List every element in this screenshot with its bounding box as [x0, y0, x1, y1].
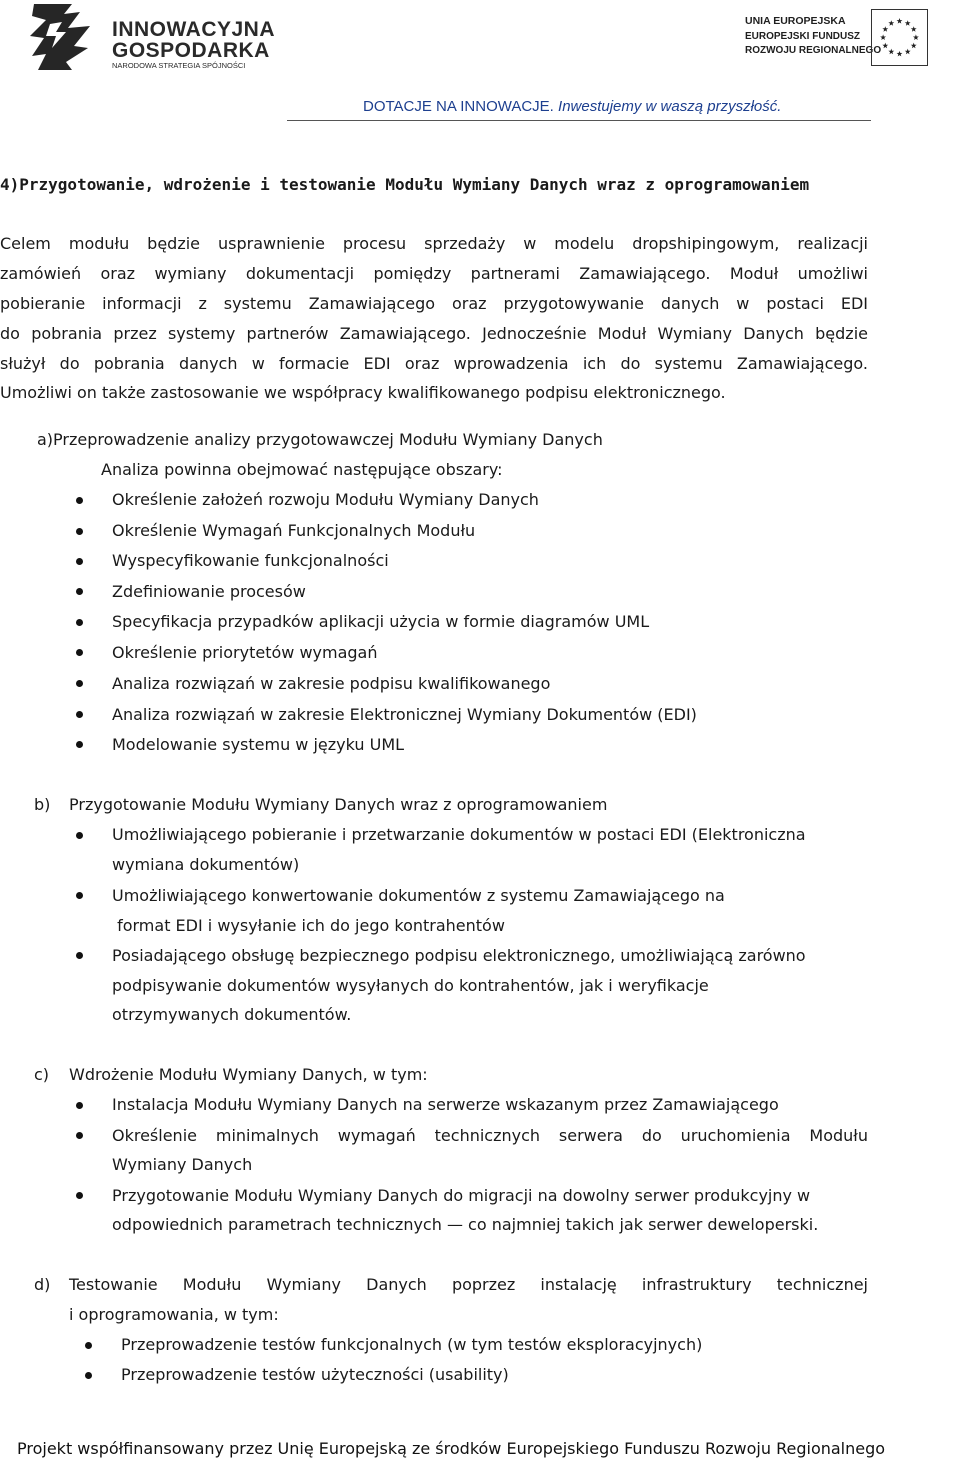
section-d-marker: d): [34, 1275, 51, 1294]
section-a-item: Analiza rozwiązań w zakresie podpisu kwalifikowanego: [112, 674, 551, 693]
bullet-icon: [76, 588, 83, 595]
section-a-item: Specyfikacja przypadków aplikacji użycia w formie diagramów UML: [112, 612, 650, 631]
section-c-item-line: Instalacja Modułu Wymiany Danych na serwerze wskazanym przez Zamawiającego: [112, 1095, 779, 1114]
section-b-title: Przygotowanie Modułu Wymiany Danych wraz z oprogramowaniem: [69, 795, 608, 814]
section-a-subtitle: Analiza powinna obejmować następujące obszary:: [101, 460, 503, 479]
logo-left-line3: NARODOWA STRATEGIA SPÓJNOŚCI: [112, 61, 246, 70]
section-b-item-line: Umożliwiającego konwertowanie dokumentów z systemu Zamawiającego na: [112, 886, 725, 905]
bullet-icon: [76, 680, 83, 687]
bullet-icon: [76, 1102, 83, 1109]
section-b-item-line: otrzymywanych dokumentów.: [112, 1005, 352, 1024]
eu-star-icon: [882, 26, 888, 32]
bullet-icon: [76, 528, 83, 535]
eu-star-icon: [905, 20, 911, 26]
eu-flag-icon: [871, 9, 928, 66]
section-a-item: Analiza rozwiązań w zakresie Elektronicznej Wymiany Dokumentów (EDI): [112, 705, 697, 724]
bullet-icon: [76, 711, 83, 718]
bullet-icon: [76, 558, 83, 565]
section-a-item: Modelowanie systemu w języku UML: [112, 735, 405, 754]
section-a-item: Wyspecyfikowanie funkcjonalności: [112, 551, 389, 570]
intro-line-6: Umożliwi on także zastosowanie we współpracy kwalifikowanego podpisu elektronicznego.: [0, 383, 726, 402]
bullet-icon: [76, 892, 83, 899]
section-a-item: Określenie założeń rozwoju Modułu Wymiany Danych: [112, 490, 539, 509]
intro-line-4: do pobrania przez systemy partnerów Zamawiającego. Jednocześnie Moduł Wymiany Danych będzie: [0, 324, 868, 343]
eu-logo-line1: UNIA EUROPEJSKA: [745, 15, 846, 27]
eu-logo-line2: EUROPEJSKI FUNDUSZ: [745, 31, 861, 42]
section-c-title: Wdrożenie Modułu Wymiany Danych, w tym:: [69, 1065, 428, 1084]
bullet-icon: [76, 1132, 83, 1139]
section-a-title: a)Przeprowadzenie analizy przygotowawczej Modułu Wymiany Danych: [37, 430, 603, 449]
section-c-item-line: Wymiany Danych: [112, 1155, 253, 1174]
header-tagline-italic: Inwestujemy w waszą przyszłość.: [553, 98, 782, 115]
section-b-item-line: podpisywanie dokumentów wysyłanych do kontrahentów, jak i weryfikacje: [112, 976, 709, 995]
bullet-icon: [76, 952, 83, 959]
bullet-icon: [76, 832, 83, 839]
section-d-title-line1: Testowanie Modułu Wymiany Danych poprzez instalację infrastruktury technicznej: [69, 1275, 868, 1294]
bullet-icon: [85, 1372, 92, 1379]
section-c-item-line: Przygotowanie Modułu Wymiany Danych do migracji na dowolny serwer produkcyjny w: [112, 1186, 811, 1205]
eu-star-icon: [905, 49, 911, 55]
section-a-item: Określenie Wymagań Funkcjonalnych Modułu: [112, 521, 476, 540]
section-b-item-line: wymiana dokumentów): [112, 855, 300, 874]
eu-star-icon: [897, 51, 903, 57]
innowacyjna-gospodarka-logo: [28, 2, 276, 72]
eu-logo: [745, 12, 930, 70]
eu-star-icon: [913, 34, 919, 40]
bullet-icon: [76, 741, 83, 748]
section-d-item: Przeprowadzenie testów użyteczności (usability): [121, 1365, 509, 1384]
section-c-item-line: Określenie minimalnych wymagań technicznych serwera do uruchomienia Modułu: [112, 1126, 868, 1145]
header-tagline-plain: DOTACJE NA INNOWACJE.: [363, 98, 554, 115]
bullet-icon: [85, 1342, 92, 1349]
eu-logo-line3: ROZWOJU REGIONALNEGO: [745, 45, 882, 56]
intro-line-5: służył do pobrania danych w formacie EDI oraz wprowadzenia ich do systemu Zamawiającego.: [0, 354, 868, 373]
logo-mark-icon: [28, 2, 94, 72]
eu-star-icon: [911, 43, 917, 49]
header-divider: [287, 120, 871, 121]
bullet-icon: [76, 1192, 83, 1199]
section-b-item-line: Posiadającego obsługę bezpiecznego podpisu elektronicznego, umożliwiającą zarówno: [112, 946, 806, 965]
section-heading: 4)Przygotowanie, wdrożenie i testowanie Modułu Wymiany Danych wraz z oprogramowaniem: [0, 175, 810, 194]
eu-star-icon: [911, 26, 917, 32]
eu-star-icon: [888, 20, 894, 26]
intro-line-2: zamówień oraz wymiany dokumentacji pomiędzy partnerami Zamawiającego. Moduł umożliwi: [0, 264, 868, 283]
logo-left-line2: GOSPODARKA: [112, 39, 270, 62]
section-d-item: Przeprowadzenie testów funkcjonalnych (w tym testów eksploracyjnych): [121, 1335, 703, 1354]
eu-star-icon: [882, 43, 888, 49]
section-c-item-line: odpowiednich parametrach technicznych — co najmniej takich jak serwer deweloperski.: [112, 1215, 819, 1234]
intro-line-3: pobieranie informacji z systemu Zamawiającego oraz przygotowywanie danych w postaci EDI: [0, 294, 868, 313]
page-footer: Projekt współfinansowany przez Unię Europejską ze środków Europejskiego Funduszu Rozwoju Regionalnego: [17, 1439, 886, 1458]
section-a-item: Zdefiniowanie procesów: [112, 582, 306, 601]
eu-star-icon: [897, 18, 903, 24]
bullet-icon: [76, 497, 83, 504]
section-b-marker: b): [34, 795, 51, 814]
section-b-item-line: Umożliwiającego pobieranie i przetwarzanie dokumentów w postaci EDI (Elektroniczna: [112, 825, 806, 844]
eu-star-icon: [880, 34, 886, 40]
eu-star-icon: [888, 49, 894, 55]
bullet-icon: [76, 649, 83, 656]
logo-left-line1: INNOWACYJNA: [112, 18, 276, 41]
section-c-marker: c): [34, 1065, 50, 1084]
section-a-item: Określenie priorytetów wymagań: [112, 643, 378, 662]
bullet-icon: [76, 619, 83, 626]
section-d-title-line2: i oprogramowania, w tym:: [69, 1305, 279, 1324]
section-b-item-line: format EDI i wysyłanie ich do jego kontrahentów: [112, 916, 505, 935]
header-tagline: [363, 99, 781, 114]
intro-line-1: Celem modułu będzie usprawnienie procesu sprzedaży w modelu dropshipingowym, realizacji: [0, 234, 868, 253]
